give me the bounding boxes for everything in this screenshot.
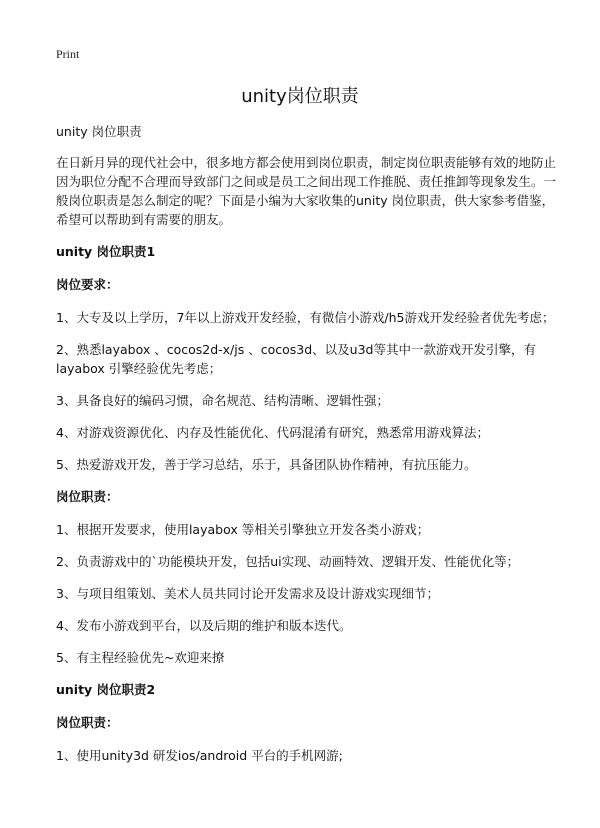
document-body — [56, 122, 556, 778]
duty-item: 3、与项目组策划、美术人员共同讨论开发需求及设计游戏实现细节； — [56, 586, 439, 601]
duty-item: 1、根据开发要求，使用layabox 等相关引擎独立开发各类小游戏； — [56, 522, 430, 537]
duties-label: 岗位职责： — [56, 489, 119, 504]
duties-label: 岗位职责： — [56, 715, 119, 730]
section-heading-2: unity 岗位职责2 — [56, 682, 156, 697]
intro-paragraph: 在日新月异的现代社会中，很多地方都会使用到岗位职责，制定岗位职责能够有效的地防止因为职位分配不合理而导致部门之间或是员工之间出现工作推脱、责任推卸等现象发生。一般岗位职责是怎么制定的呢？下面是小编为大家收集的unity 岗位职责，供大家参考借鉴，希望可以帮助到有需要的朋友。 — [56, 155, 557, 227]
requirement-item: 1、大专及以上学历，7年以上游戏开发经验，有微信小游戏/h5游戏开发经验者优先考虑； — [56, 310, 555, 325]
requirement-item: 5、热爱游戏开发，善于学习总结，乐于，具备团队协作精神，有抗压能力。 — [56, 457, 477, 472]
section-heading-1: unity 岗位职责1 — [56, 244, 156, 259]
requirement-item: 3、具备良好的编码习惯，命名规范、结构清晰、逻辑性强； — [56, 393, 389, 408]
requirements-label: 岗位要求： — [56, 277, 119, 292]
duty-item: 4、发布小游戏到平台，以及后期的维护和版本迭代。 — [56, 618, 352, 633]
requirement-item: 2、熟悉layabox 、cocos2d-x/js 、cocos3d、以及u3d等其中一款游戏开发引擎，有layabox 引擎经验优先考虑； — [56, 342, 536, 376]
requirement-item: 4、对游戏资源优化、内存及性能优化、代码混淆有研究，熟悉常用游戏算法； — [56, 425, 489, 440]
duty-item: 5、有主程经验优先~欢迎来撩 — [56, 650, 225, 665]
duty-item: 1、使用unity3d 研发ios/android 平台的手机网游; — [56, 748, 343, 763]
document-subtitle: unity 岗位职责 — [56, 124, 142, 139]
document-title: unity岗位职责 — [241, 86, 359, 107]
print-label: Print — [56, 47, 80, 61]
duty-item: 2、负责游戏中的`功能模块开发，包括ui实现、动画特效、逻辑开发、性能优化等； — [56, 554, 520, 569]
